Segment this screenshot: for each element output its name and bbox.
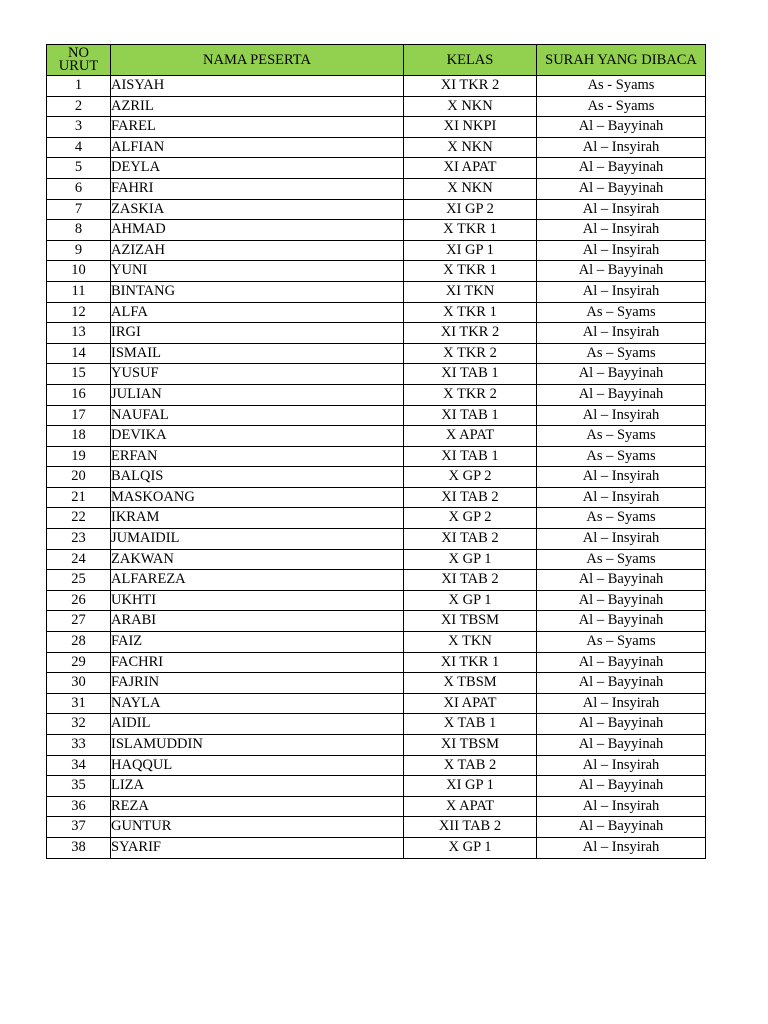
cell-no-urut: 14 bbox=[47, 343, 111, 364]
cell-no-urut: 35 bbox=[47, 776, 111, 797]
cell-surah: Al – Bayyinah bbox=[537, 261, 706, 282]
table-row bbox=[47, 817, 706, 838]
cell-nama-peserta: IRGI bbox=[111, 323, 404, 344]
cell-surah: As – Syams bbox=[537, 426, 706, 447]
cell-surah: Al – Insyirah bbox=[537, 529, 706, 550]
cell-surah: Al – Bayyinah bbox=[537, 158, 706, 179]
cell-kelas: X TBSM bbox=[404, 673, 537, 694]
cell-no-urut: 33 bbox=[47, 735, 111, 756]
table-row bbox=[47, 652, 706, 673]
cell-kelas: XI TAB 2 bbox=[404, 570, 537, 591]
cell-kelas: XI TBSM bbox=[404, 611, 537, 632]
table-row bbox=[47, 199, 706, 220]
cell-surah: Al – Bayyinah bbox=[537, 364, 706, 385]
cell-kelas: XI TAB 2 bbox=[404, 487, 537, 508]
table-body bbox=[47, 76, 706, 859]
cell-no-urut: 25 bbox=[47, 570, 111, 591]
cell-no-urut: 27 bbox=[47, 611, 111, 632]
cell-nama-peserta: JUMAIDIL bbox=[111, 529, 404, 550]
table-row bbox=[47, 76, 706, 97]
table-row bbox=[47, 240, 706, 261]
cell-no-urut: 16 bbox=[47, 384, 111, 405]
cell-surah: As – Syams bbox=[537, 302, 706, 323]
cell-no-urut: 32 bbox=[47, 714, 111, 735]
cell-no-urut: 19 bbox=[47, 446, 111, 467]
cell-kelas: XI GP 1 bbox=[404, 240, 537, 261]
cell-no-urut: 18 bbox=[47, 426, 111, 447]
table-row bbox=[47, 137, 706, 158]
cell-kelas: X NKN bbox=[404, 178, 537, 199]
table-row bbox=[47, 529, 706, 550]
cell-kelas: XI GP 1 bbox=[404, 776, 537, 797]
table-row bbox=[47, 261, 706, 282]
cell-nama-peserta: FAHRI bbox=[111, 178, 404, 199]
cell-no-urut: 11 bbox=[47, 281, 111, 302]
cell-nama-peserta: NAUFAL bbox=[111, 405, 404, 426]
table-row bbox=[47, 693, 706, 714]
table-row bbox=[47, 281, 706, 302]
cell-no-urut: 36 bbox=[47, 796, 111, 817]
header-surah: SURAH YANG DIBACA bbox=[537, 45, 706, 76]
cell-surah: As - Syams bbox=[537, 96, 706, 117]
table-row bbox=[47, 117, 706, 138]
cell-surah: As - Syams bbox=[537, 76, 706, 97]
cell-kelas: XI APAT bbox=[404, 693, 537, 714]
cell-nama-peserta: FAJRIN bbox=[111, 673, 404, 694]
cell-nama-peserta: DEYLA bbox=[111, 158, 404, 179]
table-row bbox=[47, 343, 706, 364]
cell-no-urut: 17 bbox=[47, 405, 111, 426]
table-row bbox=[47, 755, 706, 776]
cell-nama-peserta: BINTANG bbox=[111, 281, 404, 302]
cell-nama-peserta: FACHRI bbox=[111, 652, 404, 673]
cell-nama-peserta: ZASKIA bbox=[111, 199, 404, 220]
table-row bbox=[47, 508, 706, 529]
header-no-urut: NO URUT bbox=[47, 45, 111, 76]
table-row bbox=[47, 467, 706, 488]
cell-nama-peserta: ERFAN bbox=[111, 446, 404, 467]
cell-no-urut: 1 bbox=[47, 76, 111, 97]
cell-no-urut: 15 bbox=[47, 364, 111, 385]
cell-surah: Al – Insyirah bbox=[537, 137, 706, 158]
cell-surah: Al – Bayyinah bbox=[537, 673, 706, 694]
cell-surah: Al – Bayyinah bbox=[537, 735, 706, 756]
cell-surah: Al – Bayyinah bbox=[537, 590, 706, 611]
table-row bbox=[47, 673, 706, 694]
cell-nama-peserta: YUNI bbox=[111, 261, 404, 282]
cell-no-urut: 6 bbox=[47, 178, 111, 199]
cell-surah: Al – Bayyinah bbox=[537, 652, 706, 673]
cell-no-urut: 3 bbox=[47, 117, 111, 138]
cell-surah: Al – Insyirah bbox=[537, 240, 706, 261]
cell-nama-peserta: ALFA bbox=[111, 302, 404, 323]
header-row bbox=[47, 45, 706, 76]
cell-surah: Al – Insyirah bbox=[537, 796, 706, 817]
cell-no-urut: 38 bbox=[47, 837, 111, 858]
cell-kelas: X APAT bbox=[404, 796, 537, 817]
cell-nama-peserta: AIDIL bbox=[111, 714, 404, 735]
cell-no-urut: 24 bbox=[47, 549, 111, 570]
table-row bbox=[47, 405, 706, 426]
cell-kelas: X GP 2 bbox=[404, 508, 537, 529]
table-row bbox=[47, 446, 706, 467]
cell-kelas: XI TKR 1 bbox=[404, 652, 537, 673]
cell-nama-peserta: FAIZ bbox=[111, 632, 404, 653]
cell-surah: Al – Insyirah bbox=[537, 323, 706, 344]
cell-kelas: X GP 1 bbox=[404, 837, 537, 858]
cell-nama-peserta: AZRIL bbox=[111, 96, 404, 117]
table-row bbox=[47, 796, 706, 817]
cell-nama-peserta: MASKOANG bbox=[111, 487, 404, 508]
table-row bbox=[47, 487, 706, 508]
cell-kelas: XI TKN bbox=[404, 281, 537, 302]
cell-surah: Al – Insyirah bbox=[537, 693, 706, 714]
cell-no-urut: 26 bbox=[47, 590, 111, 611]
cell-no-urut: 10 bbox=[47, 261, 111, 282]
cell-nama-peserta: AZIZAH bbox=[111, 240, 404, 261]
cell-surah: Al – Bayyinah bbox=[537, 817, 706, 838]
table-row bbox=[47, 735, 706, 756]
cell-nama-peserta: NAYLA bbox=[111, 693, 404, 714]
cell-nama-peserta: YUSUF bbox=[111, 364, 404, 385]
cell-no-urut: 4 bbox=[47, 137, 111, 158]
cell-surah: Al – Bayyinah bbox=[537, 178, 706, 199]
cell-kelas: XI TBSM bbox=[404, 735, 537, 756]
table-row bbox=[47, 96, 706, 117]
cell-nama-peserta: ARABI bbox=[111, 611, 404, 632]
cell-kelas: XI TKR 2 bbox=[404, 76, 537, 97]
cell-kelas: X GP 1 bbox=[404, 549, 537, 570]
cell-surah: Al – Bayyinah bbox=[537, 117, 706, 138]
cell-no-urut: 34 bbox=[47, 755, 111, 776]
cell-kelas: X TKR 2 bbox=[404, 343, 537, 364]
cell-no-urut: 5 bbox=[47, 158, 111, 179]
cell-nama-peserta: JULIAN bbox=[111, 384, 404, 405]
cell-kelas: XI TAB 1 bbox=[404, 446, 537, 467]
cell-kelas: X TKR 1 bbox=[404, 261, 537, 282]
cell-nama-peserta: BALQIS bbox=[111, 467, 404, 488]
cell-surah: As – Syams bbox=[537, 632, 706, 653]
cell-no-urut: 12 bbox=[47, 302, 111, 323]
table-row bbox=[47, 302, 706, 323]
cell-nama-peserta: AHMAD bbox=[111, 220, 404, 241]
cell-surah: As – Syams bbox=[537, 343, 706, 364]
cell-no-urut: 28 bbox=[47, 632, 111, 653]
table-row bbox=[47, 714, 706, 735]
table-row bbox=[47, 776, 706, 797]
cell-nama-peserta: AISYAH bbox=[111, 76, 404, 97]
cell-surah: Al – Insyirah bbox=[537, 220, 706, 241]
cell-kelas: X GP 1 bbox=[404, 590, 537, 611]
cell-nama-peserta: ALFAREZA bbox=[111, 570, 404, 591]
cell-kelas: X GP 2 bbox=[404, 467, 537, 488]
cell-no-urut: 22 bbox=[47, 508, 111, 529]
cell-no-urut: 13 bbox=[47, 323, 111, 344]
cell-surah: Al – Bayyinah bbox=[537, 384, 706, 405]
cell-no-urut: 31 bbox=[47, 693, 111, 714]
cell-no-urut: 2 bbox=[47, 96, 111, 117]
cell-kelas: X TAB 2 bbox=[404, 755, 537, 776]
cell-kelas: XI TAB 1 bbox=[404, 405, 537, 426]
cell-nama-peserta: HAQQUL bbox=[111, 755, 404, 776]
cell-kelas: X NKN bbox=[404, 137, 537, 158]
cell-no-urut: 29 bbox=[47, 652, 111, 673]
cell-nama-peserta: SYARIF bbox=[111, 837, 404, 858]
cell-kelas: X APAT bbox=[404, 426, 537, 447]
cell-kelas: X TKN bbox=[404, 632, 537, 653]
cell-kelas: X TKR 1 bbox=[404, 302, 537, 323]
cell-surah: Al – Bayyinah bbox=[537, 570, 706, 591]
cell-kelas: X TKR 2 bbox=[404, 384, 537, 405]
cell-surah: Al – Insyirah bbox=[537, 281, 706, 302]
cell-nama-peserta: GUNTUR bbox=[111, 817, 404, 838]
cell-kelas: XI TAB 2 bbox=[404, 529, 537, 550]
table-row bbox=[47, 570, 706, 591]
cell-kelas: XI TKR 2 bbox=[404, 323, 537, 344]
cell-no-urut: 7 bbox=[47, 199, 111, 220]
cell-no-urut: 20 bbox=[47, 467, 111, 488]
cell-nama-peserta: IKRAM bbox=[111, 508, 404, 529]
cell-kelas: XI NKPI bbox=[404, 117, 537, 138]
cell-surah: Al – Bayyinah bbox=[537, 714, 706, 735]
cell-surah: Al – Bayyinah bbox=[537, 611, 706, 632]
table-row bbox=[47, 384, 706, 405]
cell-nama-peserta: ZAKWAN bbox=[111, 549, 404, 570]
table-row bbox=[47, 364, 706, 385]
table-row bbox=[47, 220, 706, 241]
cell-surah: Al – Insyirah bbox=[537, 199, 706, 220]
cell-kelas: XI TAB 1 bbox=[404, 364, 537, 385]
cell-nama-peserta: ISMAIL bbox=[111, 343, 404, 364]
table-row bbox=[47, 611, 706, 632]
cell-nama-peserta: ALFIAN bbox=[111, 137, 404, 158]
cell-surah: Al – Bayyinah bbox=[537, 776, 706, 797]
cell-no-urut: 37 bbox=[47, 817, 111, 838]
cell-no-urut: 23 bbox=[47, 529, 111, 550]
cell-nama-peserta: FAREL bbox=[111, 117, 404, 138]
cell-surah: Al – Insyirah bbox=[537, 487, 706, 508]
cell-surah: As – Syams bbox=[537, 446, 706, 467]
cell-surah: As – Syams bbox=[537, 508, 706, 529]
table-row bbox=[47, 426, 706, 447]
table-row bbox=[47, 590, 706, 611]
cell-no-urut: 9 bbox=[47, 240, 111, 261]
cell-kelas: XI APAT bbox=[404, 158, 537, 179]
table-row bbox=[47, 178, 706, 199]
participant-table bbox=[46, 44, 706, 859]
cell-kelas: XII TAB 2 bbox=[404, 817, 537, 838]
cell-nama-peserta: LIZA bbox=[111, 776, 404, 797]
table-row bbox=[47, 632, 706, 653]
cell-nama-peserta: ISLAMUDDIN bbox=[111, 735, 404, 756]
table-header bbox=[47, 45, 706, 76]
cell-surah: Al – Insyirah bbox=[537, 467, 706, 488]
table-row bbox=[47, 158, 706, 179]
table-row bbox=[47, 837, 706, 858]
header-kelas: KELAS bbox=[404, 45, 537, 76]
cell-no-urut: 8 bbox=[47, 220, 111, 241]
cell-surah: Al – Insyirah bbox=[537, 405, 706, 426]
cell-kelas: XI GP 2 bbox=[404, 199, 537, 220]
cell-surah: As – Syams bbox=[537, 549, 706, 570]
cell-surah: Al – Insyirah bbox=[537, 755, 706, 776]
cell-no-urut: 30 bbox=[47, 673, 111, 694]
cell-kelas: X TKR 1 bbox=[404, 220, 537, 241]
table-row bbox=[47, 323, 706, 344]
cell-surah: Al – Insyirah bbox=[537, 837, 706, 858]
cell-nama-peserta: DEVIKA bbox=[111, 426, 404, 447]
cell-nama-peserta: UKHTI bbox=[111, 590, 404, 611]
cell-nama-peserta: REZA bbox=[111, 796, 404, 817]
header-nama-peserta: NAMA PESERTA bbox=[111, 45, 404, 76]
cell-kelas: X TAB 1 bbox=[404, 714, 537, 735]
table-row bbox=[47, 549, 706, 570]
cell-no-urut: 21 bbox=[47, 487, 111, 508]
cell-kelas: X NKN bbox=[404, 96, 537, 117]
